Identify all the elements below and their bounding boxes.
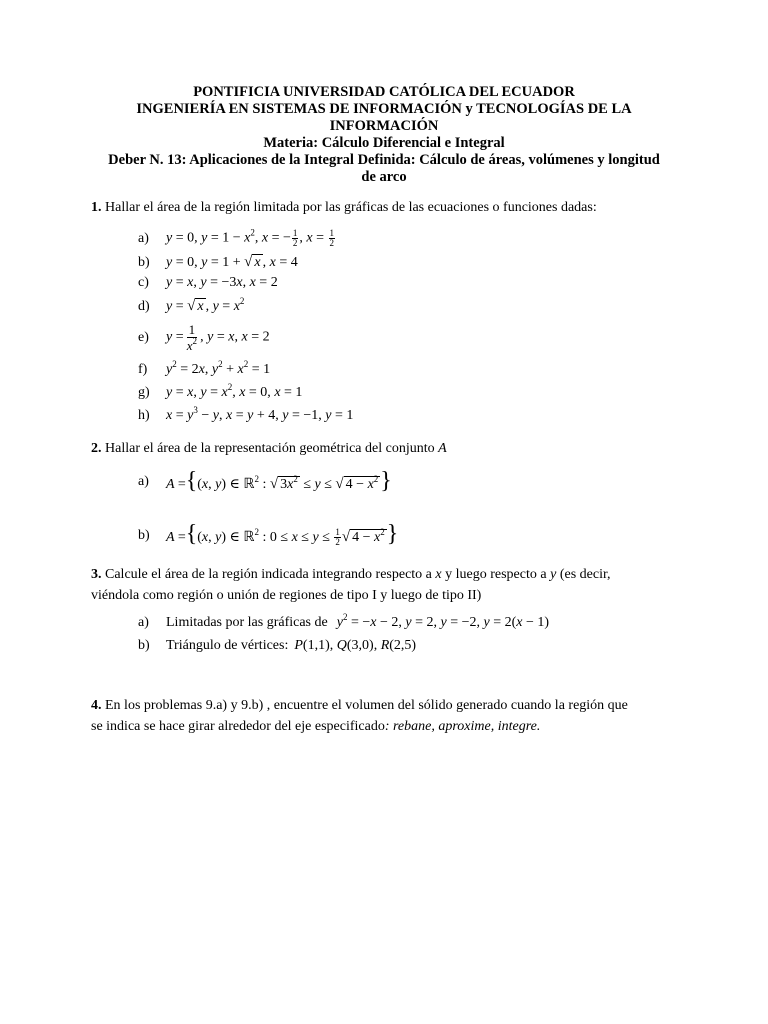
- q3-item-b: [138, 638, 416, 654]
- question-3-text-part3: (es decir,: [559, 567, 611, 582]
- q1-item-g: [138, 382, 303, 401]
- item-label: f): [138, 362, 148, 377]
- question-2: [91, 438, 691, 459]
- question-4-number: 4.: [91, 698, 102, 713]
- item-label: e): [138, 329, 149, 345]
- program-name-line1: INGENIERÍA EN SISTEMAS DE INFORMACIÓN y TECNOLOGÍAS DE LA: [136, 101, 632, 117]
- question-4-line2: [91, 716, 691, 737]
- equation: y = x, y = −3x, x = 2: [166, 275, 278, 290]
- q2-item-a: [138, 468, 392, 494]
- set-variable: A: [438, 441, 447, 456]
- question-4: [91, 695, 691, 737]
- q1-item-h: [138, 405, 354, 424]
- equation: y = x, $y = x^2$, x = 0, x = 1: [166, 382, 303, 400]
- question-4-text-line1: En los problemas 9.a) y 9.b) , encuentre el volumen del sólido generado cuando la región que: [105, 698, 628, 713]
- equation: P(1,1), Q(3,0), R(2,5): [294, 638, 417, 653]
- item-label: b): [138, 638, 150, 653]
- question-1: [91, 197, 691, 218]
- equation: $y^2 = -x - 2$, y = 2, y = −2, y = 2(x − 1): [336, 612, 550, 630]
- question-2-text: Hallar el área de la representación geométrica del conjunto: [105, 441, 435, 456]
- equation: y = 0, y = 1 + √ x , x = 4: [166, 254, 298, 270]
- question-3-text-part1: Calcule el área de la región indicada integrando respecto a: [105, 567, 432, 582]
- item-label: b): [138, 527, 150, 543]
- q3-item-a: [138, 612, 550, 631]
- question-4-text-line2: se indica se hace girar alrededor del eje especificado: [91, 719, 385, 734]
- question-1-text: Hallar el área de la región limitada por las gráficas de las ecuaciones o funciones dadas:: [105, 200, 597, 215]
- program-name-line2: INFORMACIÓN: [329, 118, 439, 134]
- equation: y = √ x , $y = x^2$: [166, 296, 245, 314]
- item-text: Limitadas por las gráficas de: [166, 615, 328, 630]
- university-name: PONTIFICIA UNIVERSIDAD CATÓLICA DEL ECUADOR: [193, 84, 575, 100]
- q1-item-b: [138, 254, 298, 271]
- item-text: Triángulo de vértices:: [166, 638, 289, 653]
- item-label: h): [138, 408, 150, 423]
- q1-item-d: [138, 298, 244, 315]
- question-3-line1: [91, 564, 691, 585]
- variable-x: x: [435, 567, 442, 582]
- question-3: [91, 564, 691, 606]
- q1-item-a: [138, 229, 336, 248]
- question-3-text-part2: y luego respecto a: [445, 567, 547, 582]
- assignment-title-line1: Deber N. 13: Aplicaciones de la Integral Definida: Cálculo de áreas, volúmenes y longitud: [108, 152, 660, 168]
- q1-item-f: [138, 359, 271, 378]
- q2-item-b: [138, 521, 399, 548]
- item-label: a): [138, 615, 149, 630]
- variable-y: y: [550, 567, 557, 582]
- question-3-number: 3.: [91, 567, 102, 582]
- q1-item-e: [138, 322, 270, 353]
- equation: A ={(x, y) ∈ ℝ$^2$ : √ $3x^2$ ≤ y ≤ √ $4 - x^2$ }: [166, 468, 392, 494]
- item-label: d): [138, 298, 150, 314]
- equation: y = 0, $y = 1 - x^2$, x = − $\frac{1}{2}$ , x = $\frac{1}{2}$: [166, 227, 334, 248]
- item-label: a): [138, 230, 149, 246]
- question-1-number: 1.: [91, 200, 102, 215]
- course-name: Materia: Cálculo Diferencial e Integral: [263, 135, 505, 151]
- question-4-italic-text: : rebane, aproxime, integre.: [384, 719, 541, 734]
- item-label: a): [138, 474, 149, 489]
- question-2-number: 2.: [91, 441, 102, 456]
- item-label: g): [138, 385, 150, 400]
- item-label: c): [138, 275, 149, 290]
- item-label: b): [138, 254, 150, 270]
- question-3-line2: viéndola como región o unión de regiones de tipo I y luego de tipo II): [91, 588, 482, 603]
- assignment-title-line2: de arco: [361, 169, 407, 185]
- equation: A ={(x, y) ∈ ℝ$^2$ : 0 ≤ x ≤ y ≤ $\frac{1}{2}$ √ $4 - x^2$ }: [166, 521, 399, 548]
- q1-item-c: [138, 275, 278, 291]
- document-header: [60, 84, 708, 186]
- equation: $y^2 = 2x$, $y^2 + x^2 = 1$: [166, 359, 271, 377]
- equation: $x = y^3 - y$, x = y + 4, y = −1, y = 1: [166, 405, 354, 423]
- question-4-line1: [91, 695, 691, 716]
- equation: y = $\frac{1}{x^2}$ , y = x, x = 2: [166, 322, 270, 353]
